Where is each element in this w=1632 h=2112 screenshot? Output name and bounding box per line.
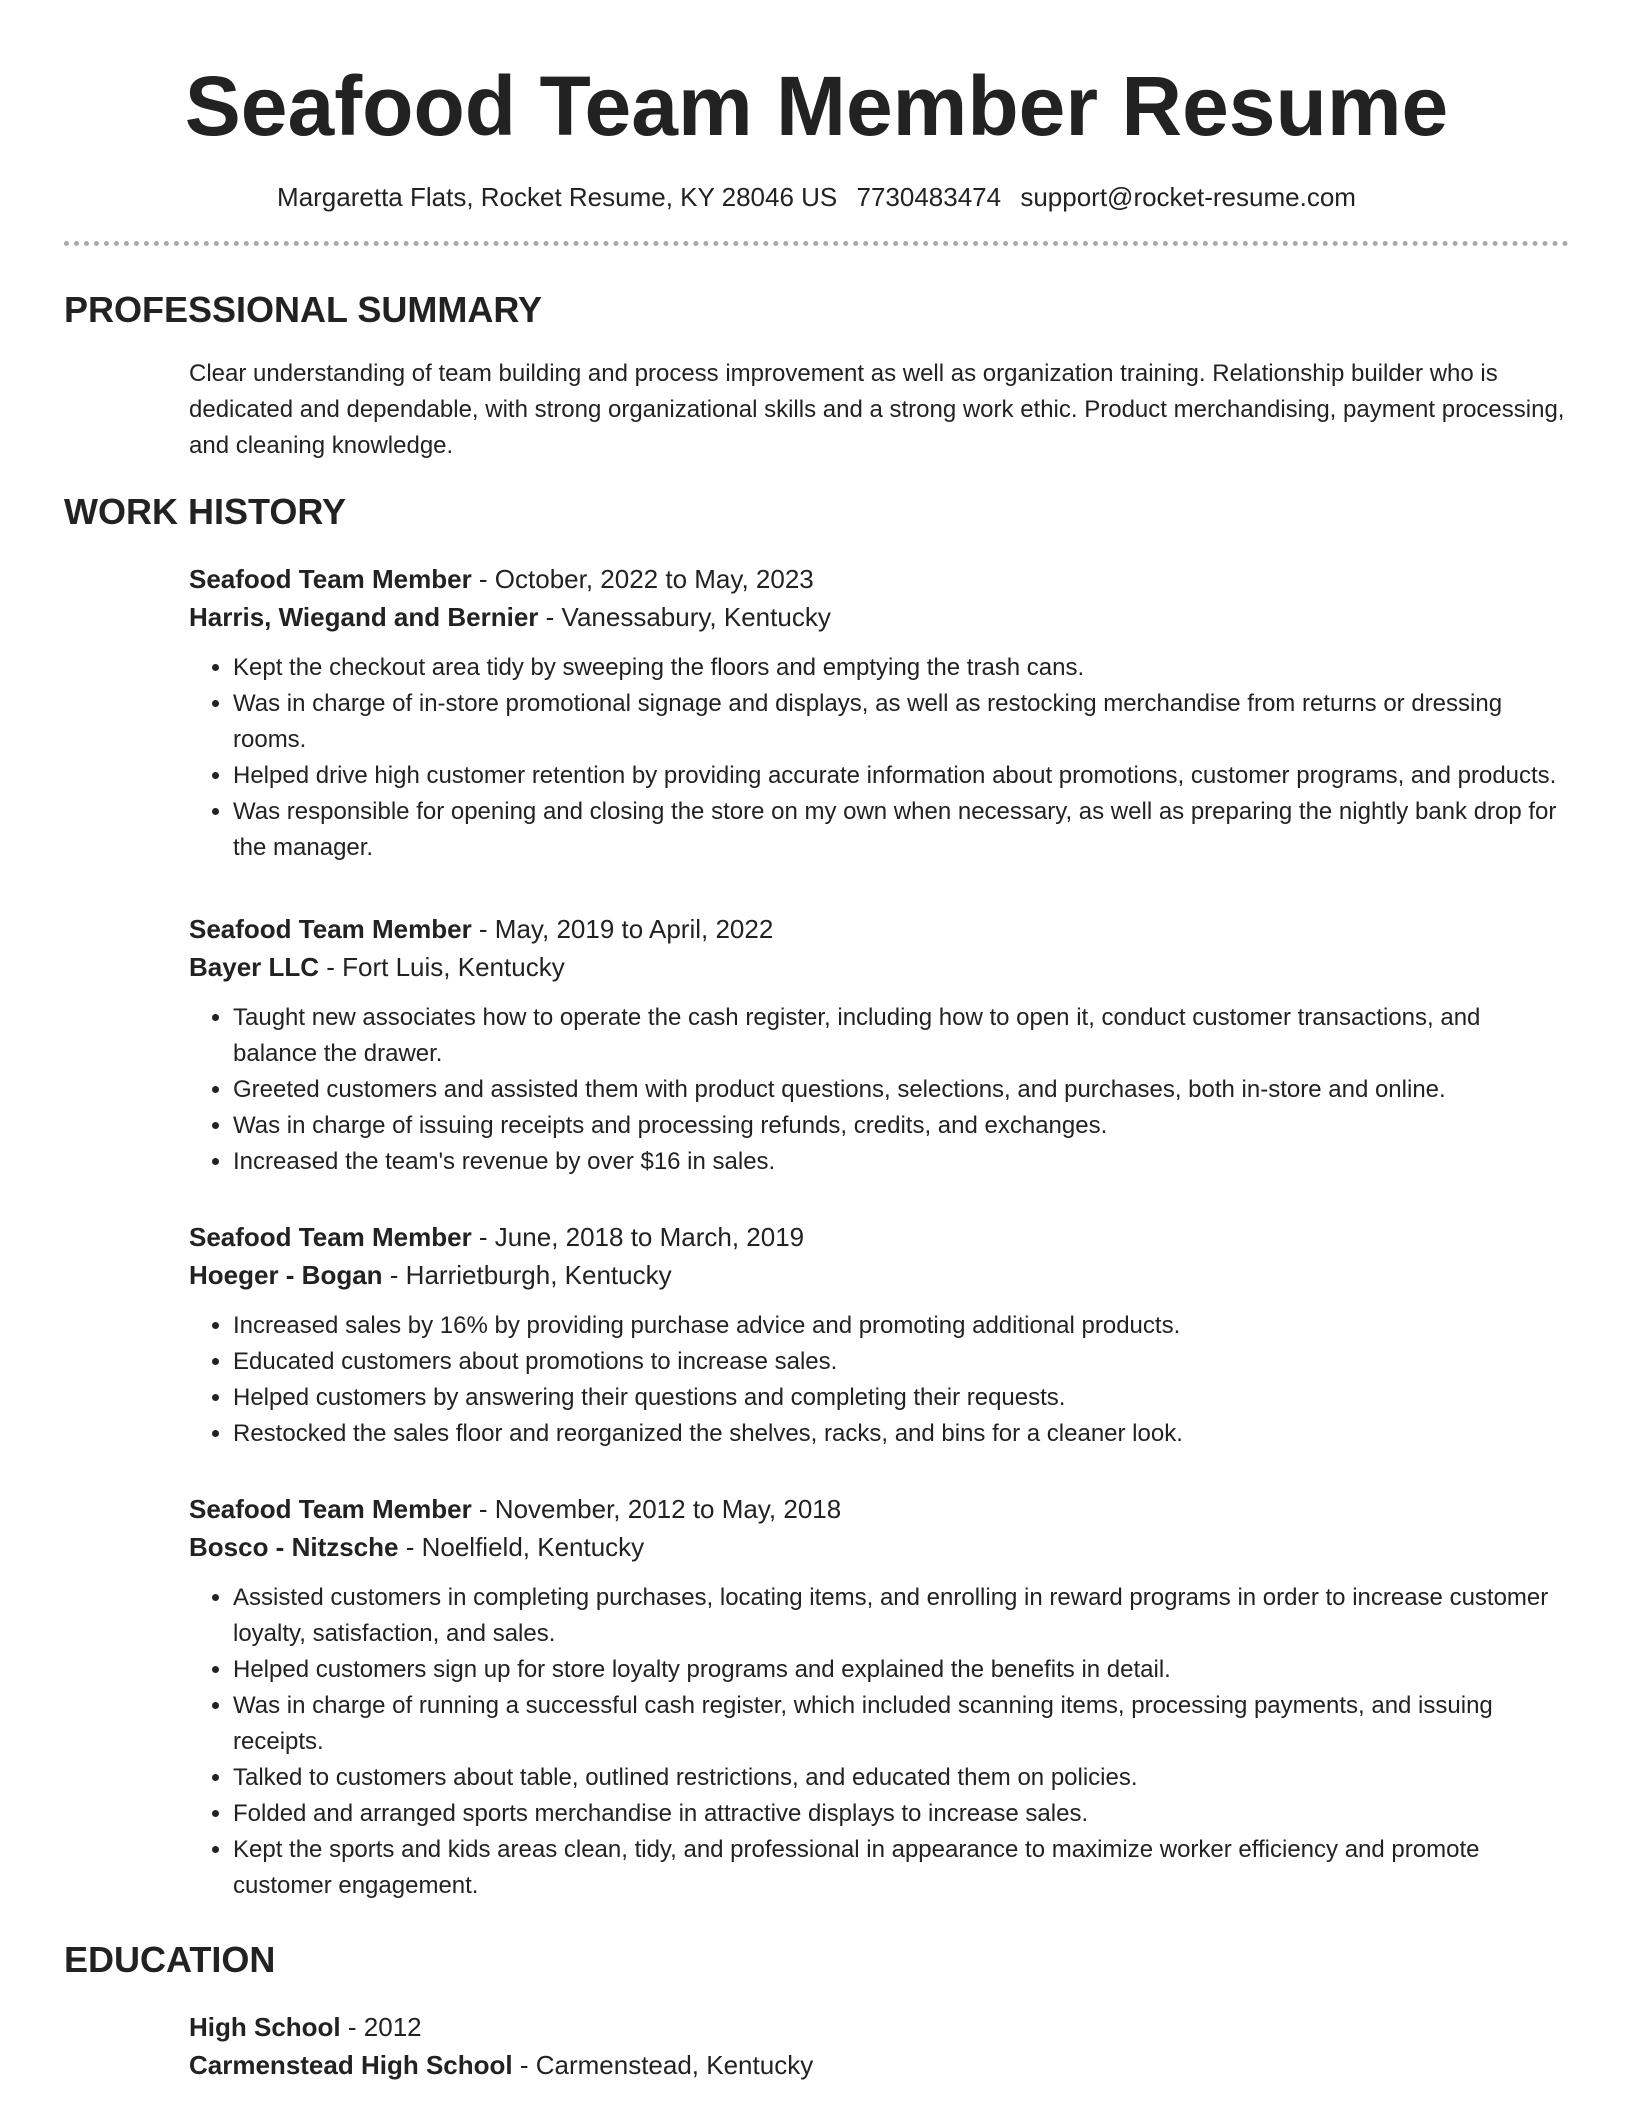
job-bullet: • Helped customers by answering their questions and completing their requests. [233,1380,1569,1416]
education-location: - Carmenstead, Kentucky [512,2050,814,2080]
summary-text: Clear understanding of team building and process improvement as well as organization training. Relationship builder who is dedicated and dependable, with strong organizational skills and a strong work ethic. Product merchandising, payment processing, and cleaning knowledge. [189,360,1565,459]
job-bullet: • Helped drive high customer retention by providing accurate information about promotions, customer programs, and products. [233,758,1569,794]
job-entry [189,560,1569,866]
education-school-line [189,2046,1569,2084]
job-bullets [189,1308,1569,1452]
job-company: Bayer LLC [189,952,320,982]
job-title: Seafood Team Member [189,914,472,944]
job-title-line [189,910,1569,948]
job-bullet: • Was responsible for opening and closing the store on my own when necessary, as well as preparing the nightly bank drop for the manager. [233,794,1569,866]
job-dates: - May, 2019 to April, 2022 [471,914,774,944]
job-location: - Harrietburgh, Kentucky [382,1260,672,1290]
job-bullet: • Educated customers about promotions to increase sales. [233,1344,1569,1380]
summary-section [189,356,1569,464]
job-dates: - November, 2012 to May, 2018 [471,1494,842,1524]
education-heading: EDUCATION [64,1939,276,1980]
contact-phone: 7730483474 [856,182,1002,212]
education-entry [189,2008,1569,2084]
education-degree-line [189,2008,1569,2046]
job-company-line [189,1256,1569,1294]
job-company: Hoeger - Bogan [189,1260,383,1290]
contact-address: Margaretta Flats, Rocket Resume, KY 28046 US [277,182,838,212]
job-bullet: • Folded and arranged sports merchandise in attractive displays to increase sales. [233,1796,1569,1832]
job-company-line [189,1528,1569,1566]
resume-page [64,0,1569,2084]
job-bullet: • Was in charge of running a successful cash register, which included scanning items, processing payments, and issuing receipts. [233,1688,1569,1760]
job-bullets [189,1580,1569,1904]
job-bullet: • Kept the checkout area tidy by sweeping the floors and emptying the trash cans. [233,650,1569,686]
job-company: Bosco - Nitzsche [189,1532,399,1562]
job-company-line [189,948,1569,986]
job-entry [189,1218,1569,1452]
education-section [189,2008,1569,2084]
education-school: Carmenstead High School [189,2050,513,2080]
job-company-line [189,598,1569,636]
job-entry [189,1490,1569,1904]
job-bullet: • Was in charge of in-store promotional signage and displays, as well as restocking merchandise from returns or dressing rooms. [233,686,1569,758]
job-location: - Vanessabury, Kentucky [538,602,831,632]
job-title-line [189,1218,1569,1256]
summary-heading: PROFESSIONAL SUMMARY [64,289,543,330]
job-bullets [189,1000,1569,1180]
job-bullet: • Helped customers sign up for store loyalty programs and explained the benefits in detail. [233,1652,1569,1688]
job-bullet: • Kept the sports and kids areas clean, tidy, and professional in appearance to maximize worker efficiency and promote customer engagement. [233,1832,1569,1904]
job-bullet: • Assisted customers in completing purchases, locating items, and enrolling in reward programs in order to increase customer loyalty, satisfaction, and sales. [233,1580,1569,1652]
job-bullet: • Taught new associates how to operate the cash register, including how to open it, conduct customer transactions, and balance the drawer. [233,1000,1569,1072]
job-title-line [189,1490,1569,1528]
work-history-heading: WORK HISTORY [64,491,347,532]
job-location: - Fort Luis, Kentucky [319,952,565,982]
resume-title: Seafood Team Member Resume [184,59,1449,153]
work-history-section [189,560,1569,1904]
contact-email: support@rocket-resume.com [1020,182,1356,212]
education-year: - 2012 [340,2012,422,2042]
job-dates: - October, 2022 to May, 2023 [471,564,814,594]
job-title: Seafood Team Member [189,1494,472,1524]
education-degree: High School [189,2012,341,2042]
job-bullet: • Was in charge of issuing receipts and processing refunds, credits, and exchanges. [233,1108,1569,1144]
job-bullet: • Increased sales by 16% by providing purchase advice and promoting additional products. [233,1308,1569,1344]
job-company: Harris, Wiegand and Bernier [189,602,539,632]
job-title-line [189,560,1569,598]
job-title: Seafood Team Member [189,564,472,594]
header-divider [64,241,1569,246]
contact-line [64,180,1569,214]
job-title: Seafood Team Member [189,1222,472,1252]
job-bullets [189,650,1569,866]
job-bullet: • Increased the team's revenue by over $16 in sales. [233,1144,1569,1180]
job-bullet: • Greeted customers and assisted them with product questions, selections, and purchases, both in-store and online. [233,1072,1569,1108]
job-dates: - June, 2018 to March, 2019 [471,1222,805,1252]
job-bullet: • Talked to customers about table, outlined restrictions, and educated them on policies. [233,1760,1569,1796]
job-bullet: • Restocked the sales floor and reorganized the shelves, racks, and bins for a cleaner look. [233,1416,1569,1452]
job-entry [189,910,1569,1180]
job-location: - Noelfield, Kentucky [398,1532,645,1562]
